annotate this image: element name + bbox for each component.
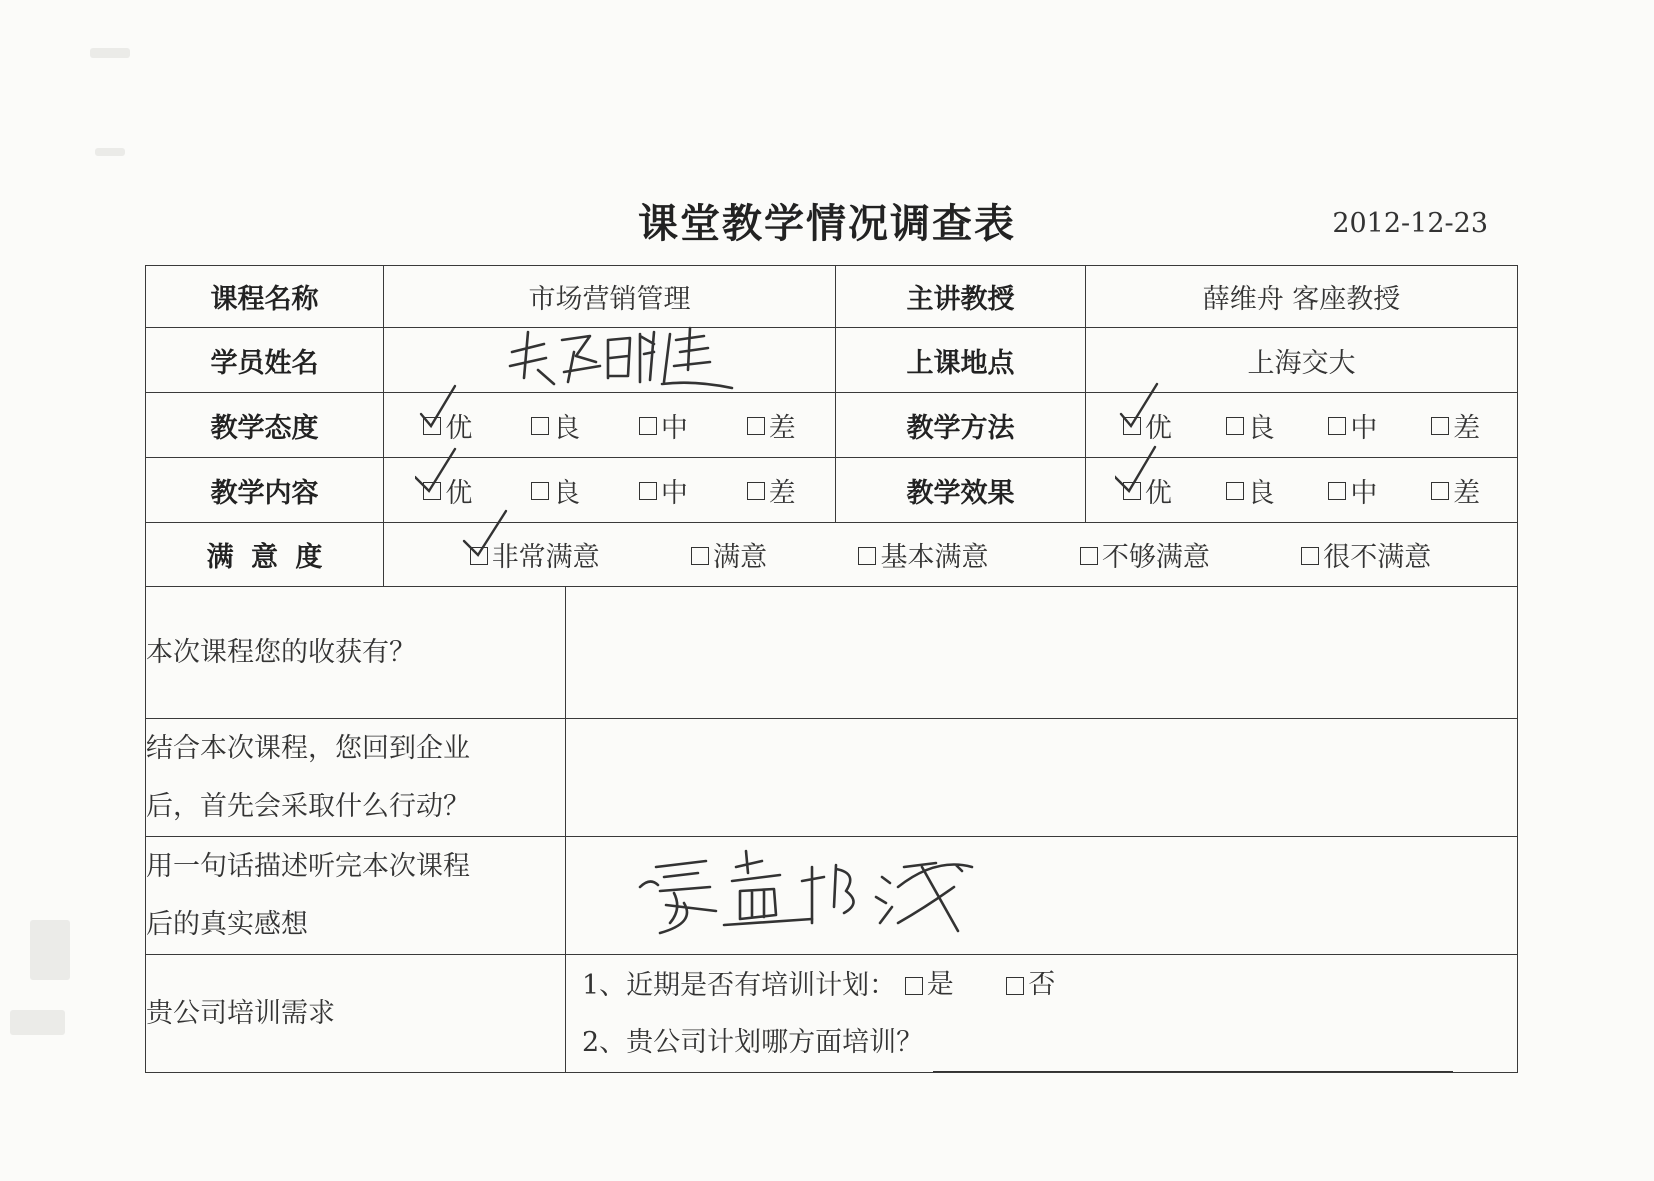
checked-box-icon [423, 482, 441, 500]
content-option-excellent[interactable]: 优 [423, 471, 472, 510]
attitude-options [384, 393, 836, 458]
handwritten-feeling [636, 847, 996, 947]
action-question-line1: 结合本次课程，您回到企业 [146, 732, 470, 764]
checkbox-icon [747, 417, 765, 435]
attitude-option-good[interactable]: 良 [531, 406, 580, 445]
satisfaction-label: 满 意 度 [146, 523, 384, 587]
method-option-average[interactable]: 中 [1328, 406, 1377, 445]
satisfaction-option-basically-satisfied[interactable]: 基本满意 [858, 535, 988, 574]
checked-box-icon [470, 547, 488, 565]
row-satisfaction [146, 523, 1518, 587]
scan-smudge [30, 920, 70, 980]
checkbox-icon [1301, 547, 1319, 565]
checkbox-icon [1431, 417, 1449, 435]
effect-option-excellent[interactable]: 优 [1123, 471, 1172, 510]
checkbox-icon [1328, 417, 1346, 435]
effect-option-poor[interactable]: 差 [1431, 471, 1480, 510]
lecturer-label: 主讲教授 [836, 266, 1086, 328]
training-label: 贵公司培训需求 [146, 955, 566, 1073]
satisfaction-options [384, 523, 1518, 587]
content-option-average[interactable]: 中 [639, 471, 688, 510]
checkbox-icon [1080, 547, 1098, 565]
content-option-good[interactable]: 良 [531, 471, 580, 510]
checkbox-icon [1006, 977, 1024, 995]
effect-label: 教学效果 [836, 458, 1086, 523]
content-label: 教学内容 [146, 458, 384, 523]
row-content-effect [146, 458, 1518, 523]
method-options [1086, 393, 1518, 458]
checkbox-icon [1226, 482, 1244, 500]
checkbox-icon [1431, 482, 1449, 500]
feeling-question [146, 837, 566, 955]
form-title: 课堂教学情况调查表 [638, 201, 1016, 247]
row-course [146, 266, 1518, 328]
row-training [146, 955, 1518, 1073]
training-area-blank[interactable] [933, 1041, 1453, 1072]
training-plan-line [566, 956, 1517, 1014]
training-plan-no[interactable]: 否 [1006, 956, 1055, 1014]
course-label: 课程名称 [146, 266, 384, 328]
attitude-option-excellent[interactable]: 优 [423, 406, 472, 445]
checkbox-icon [905, 977, 923, 995]
checkbox-icon [1226, 417, 1244, 435]
gain-question: 本次课程您的收获有？ [146, 587, 566, 719]
attitude-label: 教学态度 [146, 393, 384, 458]
checkbox-icon [747, 482, 765, 500]
action-question [146, 719, 566, 837]
lecturer-value: 薛维舟 客座教授 [1086, 266, 1518, 328]
scan-smudge [95, 148, 125, 156]
training-area-line [566, 1014, 1517, 1072]
satisfaction-option-very-satisfied[interactable]: 非常满意 [470, 535, 600, 574]
gain-answer-field[interactable] [566, 587, 1518, 719]
row-attitude-method [146, 393, 1518, 458]
action-answer-field[interactable] [566, 719, 1518, 837]
checkbox-icon [639, 482, 657, 500]
feeling-question-line1: 用一句话描述听完本次课程 [146, 850, 470, 882]
scan-smudge [90, 48, 130, 58]
scan-smudge [10, 1010, 65, 1035]
checked-box-icon [1123, 482, 1141, 500]
form-date: 2012-12-23 [1332, 208, 1488, 239]
checked-box-icon [1123, 417, 1141, 435]
effect-option-average[interactable]: 中 [1328, 471, 1377, 510]
effect-option-good[interactable]: 良 [1226, 471, 1275, 510]
content-options [384, 458, 836, 523]
feeling-question-line2: 后的真实感想 [146, 908, 308, 940]
satisfaction-option-very-unsatisfied[interactable]: 很不满意 [1301, 535, 1431, 574]
effect-options [1086, 458, 1518, 523]
location-value: 上海交大 [1086, 328, 1518, 393]
student-name-field[interactable] [384, 328, 836, 393]
course-value: 市场营销管理 [384, 266, 836, 328]
training-needs [566, 955, 1518, 1073]
checked-box-icon [423, 417, 441, 435]
checkbox-icon [691, 547, 709, 565]
row-student [146, 328, 1518, 393]
training-plan-question: 1、近期是否有培训计划： [582, 969, 897, 1001]
action-question-line2: 后，首先会采取什么行动？ [146, 790, 470, 822]
checkbox-icon [858, 547, 876, 565]
row-feeling [146, 837, 1518, 955]
feeling-answer-field[interactable] [566, 837, 1518, 955]
attitude-option-average[interactable]: 中 [639, 406, 688, 445]
student-signature [504, 322, 764, 392]
training-area-question: 2、贵公司计划哪方面培训？ [582, 1026, 924, 1058]
row-action [146, 719, 1518, 837]
satisfaction-option-satisfied[interactable]: 满意 [691, 535, 767, 574]
checkbox-icon [639, 417, 657, 435]
content-option-poor[interactable]: 差 [747, 471, 796, 510]
checkbox-icon [531, 482, 549, 500]
method-option-good[interactable]: 良 [1226, 406, 1275, 445]
row-gain [146, 587, 1518, 719]
survey-table [145, 265, 1518, 1073]
training-plan-yes[interactable]: 是 [905, 956, 954, 1014]
method-option-poor[interactable]: 差 [1431, 406, 1480, 445]
attitude-option-poor[interactable]: 差 [747, 406, 796, 445]
checkbox-icon [531, 417, 549, 435]
location-label: 上课地点 [836, 328, 1086, 393]
satisfaction-option-not-satisfied[interactable]: 不够满意 [1080, 535, 1210, 574]
checkbox-icon [1328, 482, 1346, 500]
method-option-excellent[interactable]: 优 [1123, 406, 1172, 445]
student-label: 学员姓名 [146, 328, 384, 393]
method-label: 教学方法 [836, 393, 1086, 458]
